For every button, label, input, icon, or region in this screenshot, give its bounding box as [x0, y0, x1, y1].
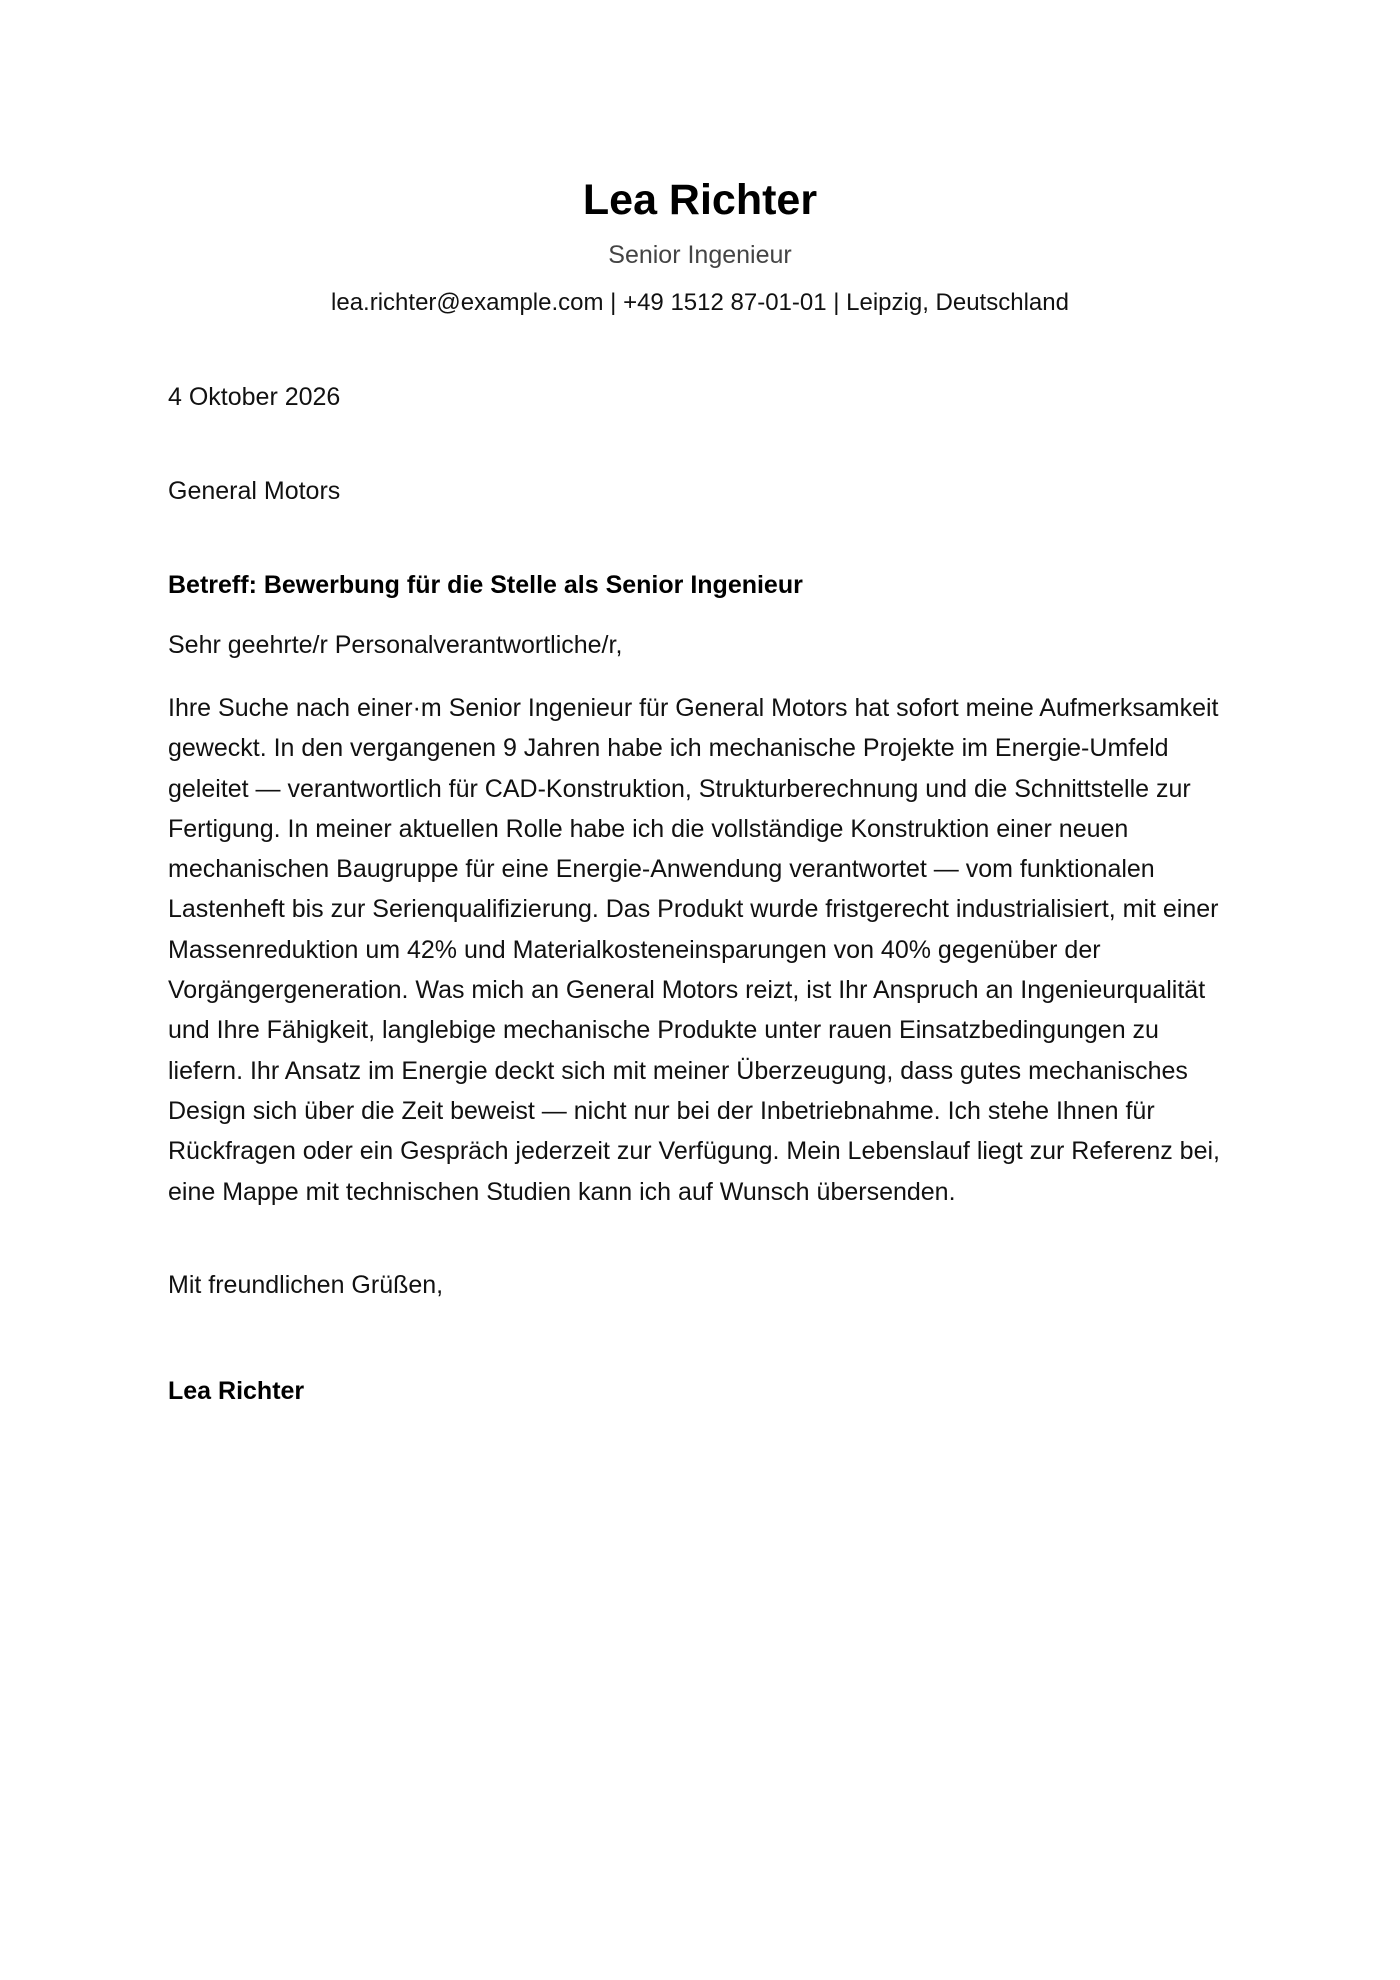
cover-letter: [168, 168, 1232, 1408]
salutation: Sehr geehrte/r Personalverantwortliche/r,: [168, 631, 623, 659]
subject-line: Betreff: Bewerbung für die Stelle als Senior Ingenieur: [168, 571, 803, 599]
letter-date: 4 Oktober 2026: [168, 383, 341, 411]
applicant-name: Lea Richter: [582, 176, 818, 224]
letter-body: Ihre Suche nach einer·m Senior Ingenieur für General Motors hat sofort meine Aufmerksamkeit geweckt. In den vergangenen 9 Jahren habe ich mechanische Projekte im Energie-Umfeld geleitet — verantwortlich für CAD-Konstruktion, Strukturberechnung und die Schnittstelle zur Fertigung. In meiner aktuellen Rolle habe ich die vollständige Konstruktion einer neuen mechanischen Baugruppe für eine Energie-Anwendung verantwortet — vom funktionalen Lastenheft bis zur Serienqualifizierung. Das Produkt wurde fristgerecht industrialisiert, mit einer Massenreduktion um 42% und Materialkosteneinsparungen von 40% gegenüber der Vorgängergeneration. Was mich an General Motors reizt, ist Ihr Anspruch an Ingenieurqualität und Ihre Fähigkeit, langlebige mechanische Produkte unter rauen Einsatzbedingungen zu liefern. Ihr Ansatz im Energie deckt sich mit meiner Überzeugung, dass gutes mechanisches Design sich über die Zeit beweist — nicht nur bei der Inbetriebnahme. Ich stehe Ihnen für Rückfragen oder ein Gespräch jederzeit zur Verfügung. Mein Lebenslauf liegt zur Referenz bei, eine Mappe mit technischen Studien kann ich auf Wunsch übersenden.: [168, 694, 1220, 1206]
signature-name: Lea Richter: [168, 1376, 305, 1405]
contact-line: lea.richter@example.com | +49 1512 87-01-01 | Leipzig, Deutschland: [331, 289, 1069, 316]
applicant-role: Senior Ingenieur: [608, 241, 792, 269]
recipient-company: General Motors: [168, 477, 341, 505]
closing-phrase: Mit freundlichen Grüßen,: [168, 1270, 444, 1299]
letter-header: [168, 168, 1232, 320]
